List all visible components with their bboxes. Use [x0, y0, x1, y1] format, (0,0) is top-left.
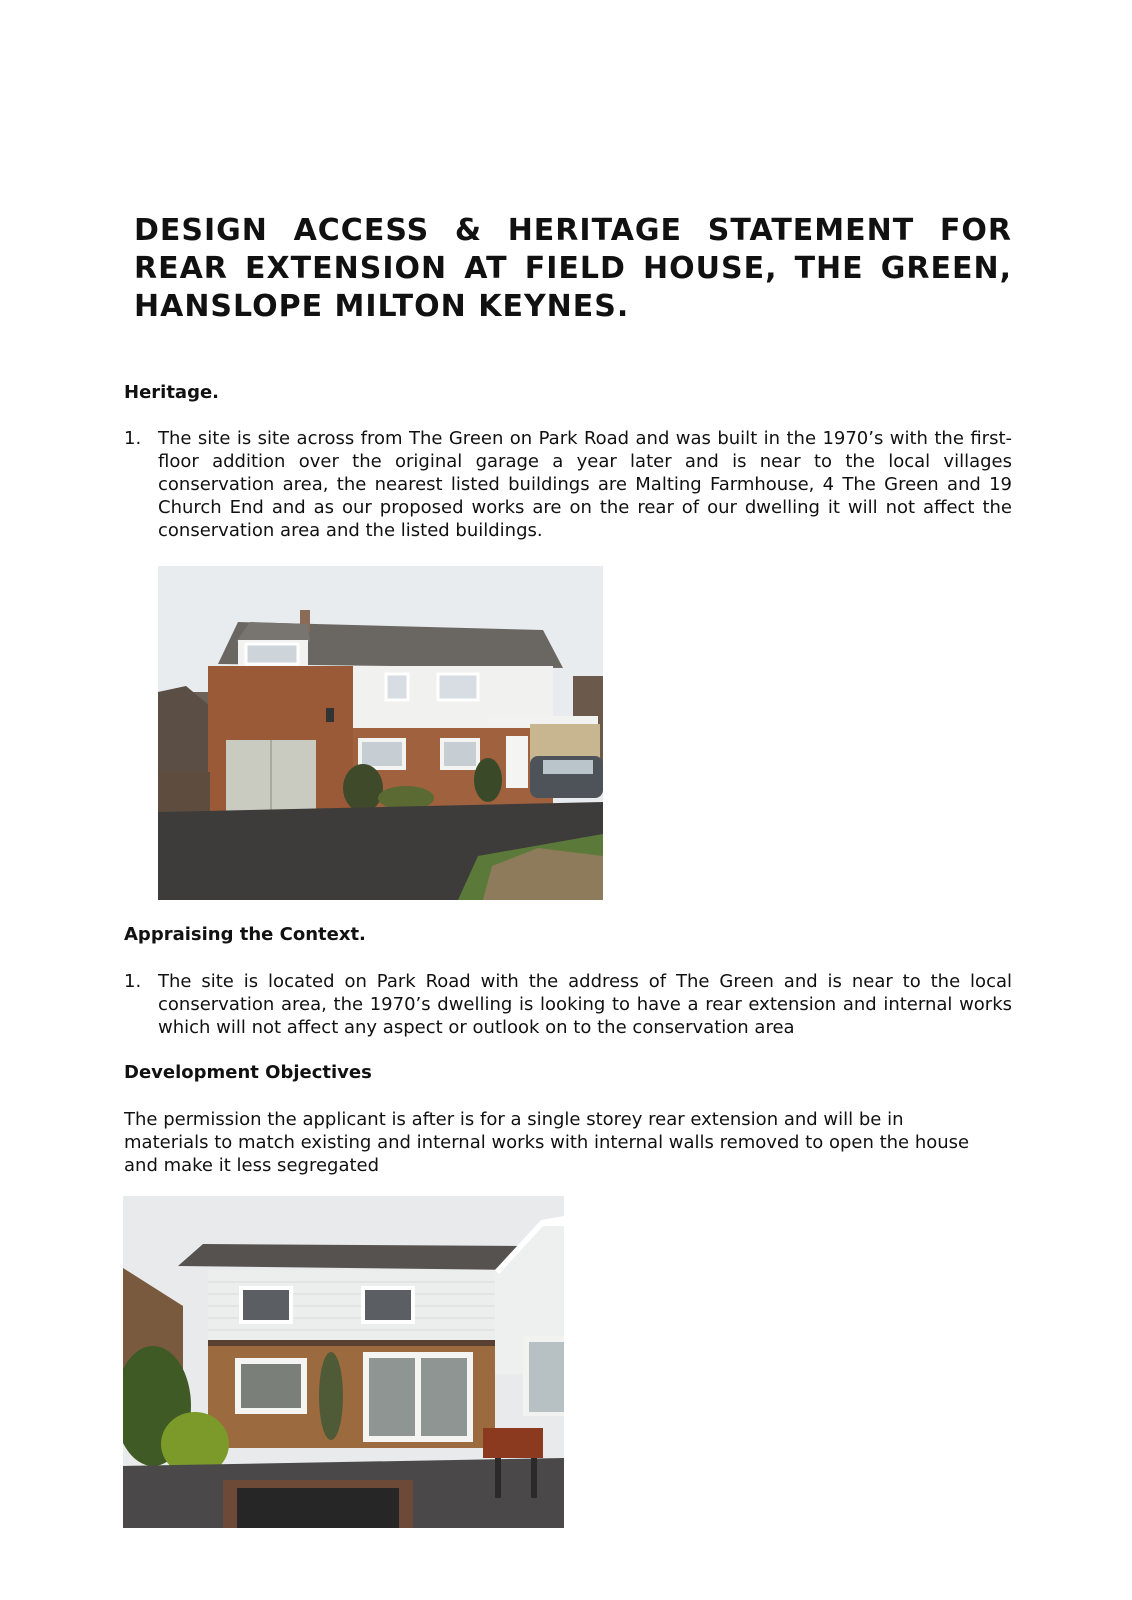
objectives-paragraph: The permission the applicant is after is for a single storey rear extension and will be in materials to match existing and internal works with internal walls removed to open the house and make it less segregated: [124, 1109, 970, 1176]
heritage-item-text: The site is site across from The Green on Park Road and was built in the 1970’s with the first-floor addition over the original garage a year later and is near to the local villages conservation area, the nearest listed buildings are Malting Farmhouse, 4 The Green and 19 Church End and as our proposed works are on the rear of our dwelling it will not affect the conservation area and the listed buildings.: [158, 428, 1012, 541]
front-elevation-photo: [158, 566, 603, 900]
heritage-heading: Heritage.: [124, 382, 220, 403]
document-title: DESIGN ACCESS & HERITAGE STATEMENT FOR REAR EXTENSION AT FIELD HOUSE, THE GREEN, HANSLOPE MILTON KEYNES.: [134, 213, 1012, 324]
list-number: 1.: [124, 971, 142, 992]
rear-elevation-photo: [123, 1196, 564, 1528]
objectives-heading: Development Objectives: [124, 1062, 372, 1083]
context-item-text: The site is located on Park Road with the address of The Green and is near to the local conservation area, the 1970’s dwelling is looking to have a rear extension and internal works which will not affect any aspect or outlook on to the conservation area: [158, 971, 1012, 1038]
context-heading: Appraising the Context.: [124, 924, 366, 945]
context-item: [124, 970, 1012, 1039]
heritage-item: [124, 427, 1012, 542]
list-number: 1.: [124, 428, 142, 449]
